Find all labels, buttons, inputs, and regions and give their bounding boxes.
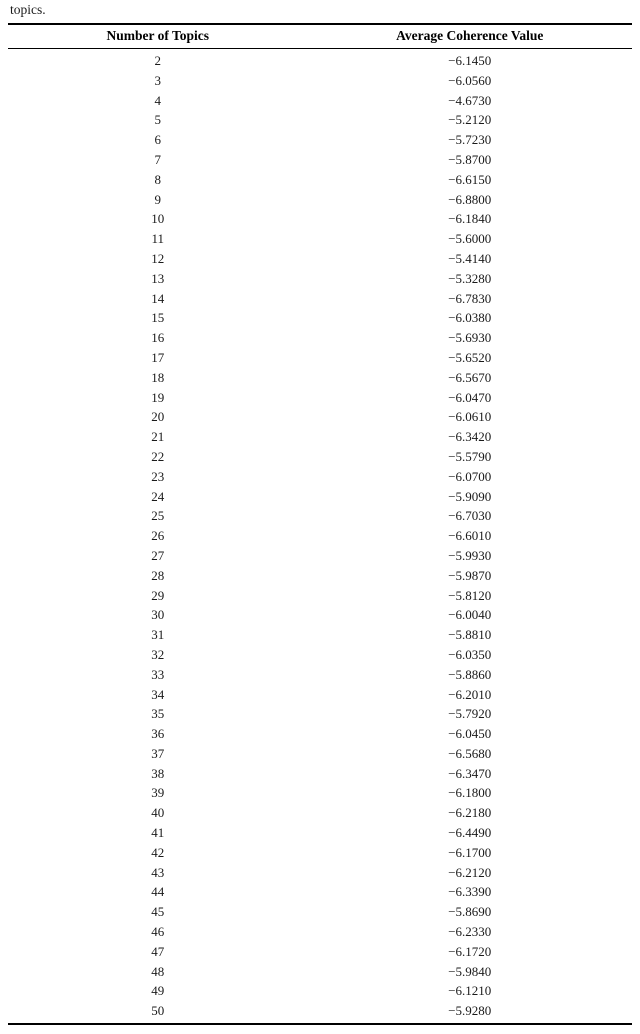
table-row: [8, 249, 632, 269]
table-row: [8, 803, 632, 823]
topics-count-cell: 48: [151, 963, 165, 979]
topics-count-cell: 29: [151, 587, 165, 603]
table-row: [8, 724, 632, 744]
coherence-value-cell: −5.8120: [448, 587, 492, 603]
topics-count-cell: 44: [151, 884, 165, 900]
coherence-value-cell: −6.7030: [448, 508, 492, 524]
coherence-value-cell: −5.9870: [448, 567, 492, 583]
coherence-value-cell: −5.7230: [448, 132, 492, 148]
topics-count-cell: 43: [151, 864, 165, 880]
table-row: [8, 328, 632, 348]
table-row: [8, 783, 632, 803]
coherence-value-cell: −5.8810: [448, 627, 492, 643]
coherence-value-cell: −5.9840: [448, 963, 492, 979]
coherence-value-cell: −6.1450: [448, 53, 492, 68]
table-row: [8, 269, 632, 289]
table-row: [8, 625, 632, 645]
coherence-value-cell: −5.6000: [448, 231, 492, 247]
table-row: [8, 981, 632, 1001]
topics-count-cell: 17: [151, 349, 165, 365]
coherence-value-cell: −6.7830: [448, 290, 492, 306]
topics-count-cell: 40: [151, 805, 165, 821]
coherence-value-cell: −6.4490: [448, 825, 492, 841]
table-row: [8, 467, 632, 487]
topics-count-cell: 36: [151, 726, 165, 742]
table-row: [8, 150, 632, 170]
topics-count-cell: 28: [151, 567, 165, 583]
table-row: [8, 170, 632, 190]
table-header-row: [8, 24, 632, 49]
topics-count-cell: 13: [151, 270, 165, 286]
table-row: [8, 902, 632, 922]
table-row: [8, 348, 632, 368]
topics-count-cell: 45: [151, 904, 165, 920]
topics-count-cell: 12: [151, 250, 165, 266]
topics-count-cell: 8: [154, 171, 161, 187]
column-header-average-coherence-value: Average Coherence Value: [308, 24, 632, 49]
table-row: [8, 506, 632, 526]
table-row: [8, 388, 632, 408]
table-row: [8, 942, 632, 962]
coherence-value-cell: −6.0700: [448, 468, 492, 484]
coherence-value-cell: −5.8690: [448, 904, 492, 920]
topics-count-cell: 27: [151, 547, 165, 563]
table-row: [8, 764, 632, 784]
coherence-value-cell: −6.6010: [448, 528, 492, 544]
coherence-value-cell: −6.0470: [448, 389, 492, 405]
table-row: [8, 605, 632, 625]
coherence-value-cell: −6.0350: [448, 646, 492, 662]
topics-count-cell: 32: [151, 646, 165, 662]
table-row: [8, 685, 632, 705]
table-row: [8, 704, 632, 724]
coherence-value-cell: −6.1800: [448, 785, 492, 801]
coherence-value-cell: −6.6150: [448, 171, 492, 187]
coherence-value-cell: −6.0610: [448, 409, 492, 425]
coherence-value-cell: −6.3470: [448, 765, 492, 781]
topics-count-cell: 34: [151, 686, 165, 702]
table-row: [8, 49, 632, 71]
table-row: [8, 71, 632, 91]
coherence-value-cell: −5.6930: [448, 330, 492, 346]
coherence-value-cell: −6.3390: [448, 884, 492, 900]
coherence-value-cell: −6.2180: [448, 805, 492, 821]
topics-count-cell: 6: [154, 132, 161, 148]
table-row: [8, 744, 632, 764]
coherence-value-cell: −5.7920: [448, 706, 492, 722]
topics-count-cell: 46: [151, 924, 165, 940]
topics-count-cell: 7: [154, 151, 161, 167]
topics-count-cell: 16: [151, 330, 165, 346]
topics-count-cell: 37: [151, 745, 165, 761]
coherence-value-cell: −6.1720: [448, 943, 492, 959]
topics-count-cell: 10: [151, 211, 165, 227]
coherence-value-cell: −5.3280: [448, 270, 492, 286]
topics-count-cell: 39: [151, 785, 165, 801]
table-row: [8, 308, 632, 328]
table-row: [8, 546, 632, 566]
coherence-value-cell: −5.9280: [448, 1003, 492, 1019]
coherence-value-cell: −6.2120: [448, 864, 492, 880]
table-row: [8, 209, 632, 229]
topics-count-cell: 24: [151, 488, 165, 504]
topics-count-cell: 38: [151, 765, 165, 781]
coherence-value-cell: −5.9930: [448, 547, 492, 563]
table-row: [8, 229, 632, 249]
coherence-value-cell: −5.6520: [448, 349, 492, 365]
table-row: [8, 882, 632, 902]
table-row: [8, 190, 632, 210]
coherence-value-cell: −5.8860: [448, 666, 492, 682]
topics-count-cell: 35: [151, 706, 165, 722]
column-header-number-of-topics: Number of Topics: [8, 24, 308, 49]
table-row: [8, 368, 632, 388]
table-row: [8, 289, 632, 309]
topics-count-cell: 21: [151, 429, 165, 445]
table-row: [8, 962, 632, 982]
topics-count-cell: 50: [151, 1003, 165, 1019]
table-row: [8, 823, 632, 843]
table-row: [8, 407, 632, 427]
coherence-value-cell: −6.2010: [448, 686, 492, 702]
coherence-value-cell: −4.6730: [448, 92, 492, 108]
topics-count-cell: 26: [151, 528, 165, 544]
table-row: [8, 487, 632, 507]
coherence-value-cell: −6.0560: [448, 72, 492, 88]
table-row: [8, 645, 632, 665]
table-row: [8, 427, 632, 447]
topics-count-cell: 30: [151, 607, 165, 623]
table-body: [8, 49, 632, 1025]
topics-count-cell: 22: [151, 448, 165, 464]
coherence-value-cell: −6.0380: [448, 310, 492, 326]
table-row: [8, 110, 632, 130]
table-row: [8, 130, 632, 150]
coherence-value-cell: −6.5680: [448, 745, 492, 761]
topics-count-cell: 31: [151, 627, 165, 643]
coherence-value-cell: −5.2120: [448, 112, 492, 128]
topics-count-cell: 33: [151, 666, 165, 682]
table-row: [8, 526, 632, 546]
coherence-value-cell: −6.5670: [448, 369, 492, 385]
table-row: [8, 665, 632, 685]
table-row: [8, 843, 632, 863]
topics-count-cell: 19: [151, 389, 165, 405]
coherence-value-cell: −6.2330: [448, 924, 492, 940]
coherence-value-cell: −5.5790: [448, 448, 492, 464]
topics-count-cell: 47: [151, 943, 165, 959]
table-row: [8, 863, 632, 883]
table-row: [8, 91, 632, 111]
topics-count-cell: 42: [151, 844, 165, 860]
topics-count-cell: 49: [151, 983, 165, 999]
coherence-value-cell: −6.1840: [448, 211, 492, 227]
topics-count-cell: 5: [154, 112, 161, 128]
table-row: [8, 922, 632, 942]
table-row: [8, 1001, 632, 1024]
table-row: [8, 566, 632, 586]
table-row: [8, 447, 632, 467]
topics-count-cell: 9: [154, 191, 161, 207]
coherence-value-cell: −6.3420: [448, 429, 492, 445]
coherence-value-cell: −6.0040: [448, 607, 492, 623]
coherence-value-cell: −5.8700: [448, 151, 492, 167]
topics-count-cell: 11: [151, 231, 165, 247]
coherence-value-cell: −6.0450: [448, 726, 492, 742]
topics-count-cell: 2: [154, 53, 161, 68]
coherence-value-cell: −6.8800: [448, 191, 492, 207]
topics-count-cell: 15: [151, 310, 165, 326]
topics-count-cell: 25: [151, 508, 165, 524]
coherence-value-cell: −5.9090: [448, 488, 492, 504]
topics-count-cell: 4: [154, 92, 161, 108]
topics-count-cell: 23: [151, 468, 165, 484]
table-caption-fragment: topics.: [10, 2, 46, 17]
coherence-table: [8, 23, 632, 1025]
topics-count-cell: 14: [151, 290, 165, 306]
topics-count-cell: 18: [151, 369, 165, 385]
coherence-value-cell: −6.1210: [448, 983, 492, 999]
topics-count-cell: 41: [151, 825, 165, 841]
coherence-value-cell: −6.1700: [448, 844, 492, 860]
topics-count-cell: 3: [154, 72, 161, 88]
coherence-value-cell: −5.4140: [448, 250, 492, 266]
topics-count-cell: 20: [151, 409, 165, 425]
table-header: [8, 24, 632, 49]
table-row: [8, 586, 632, 606]
